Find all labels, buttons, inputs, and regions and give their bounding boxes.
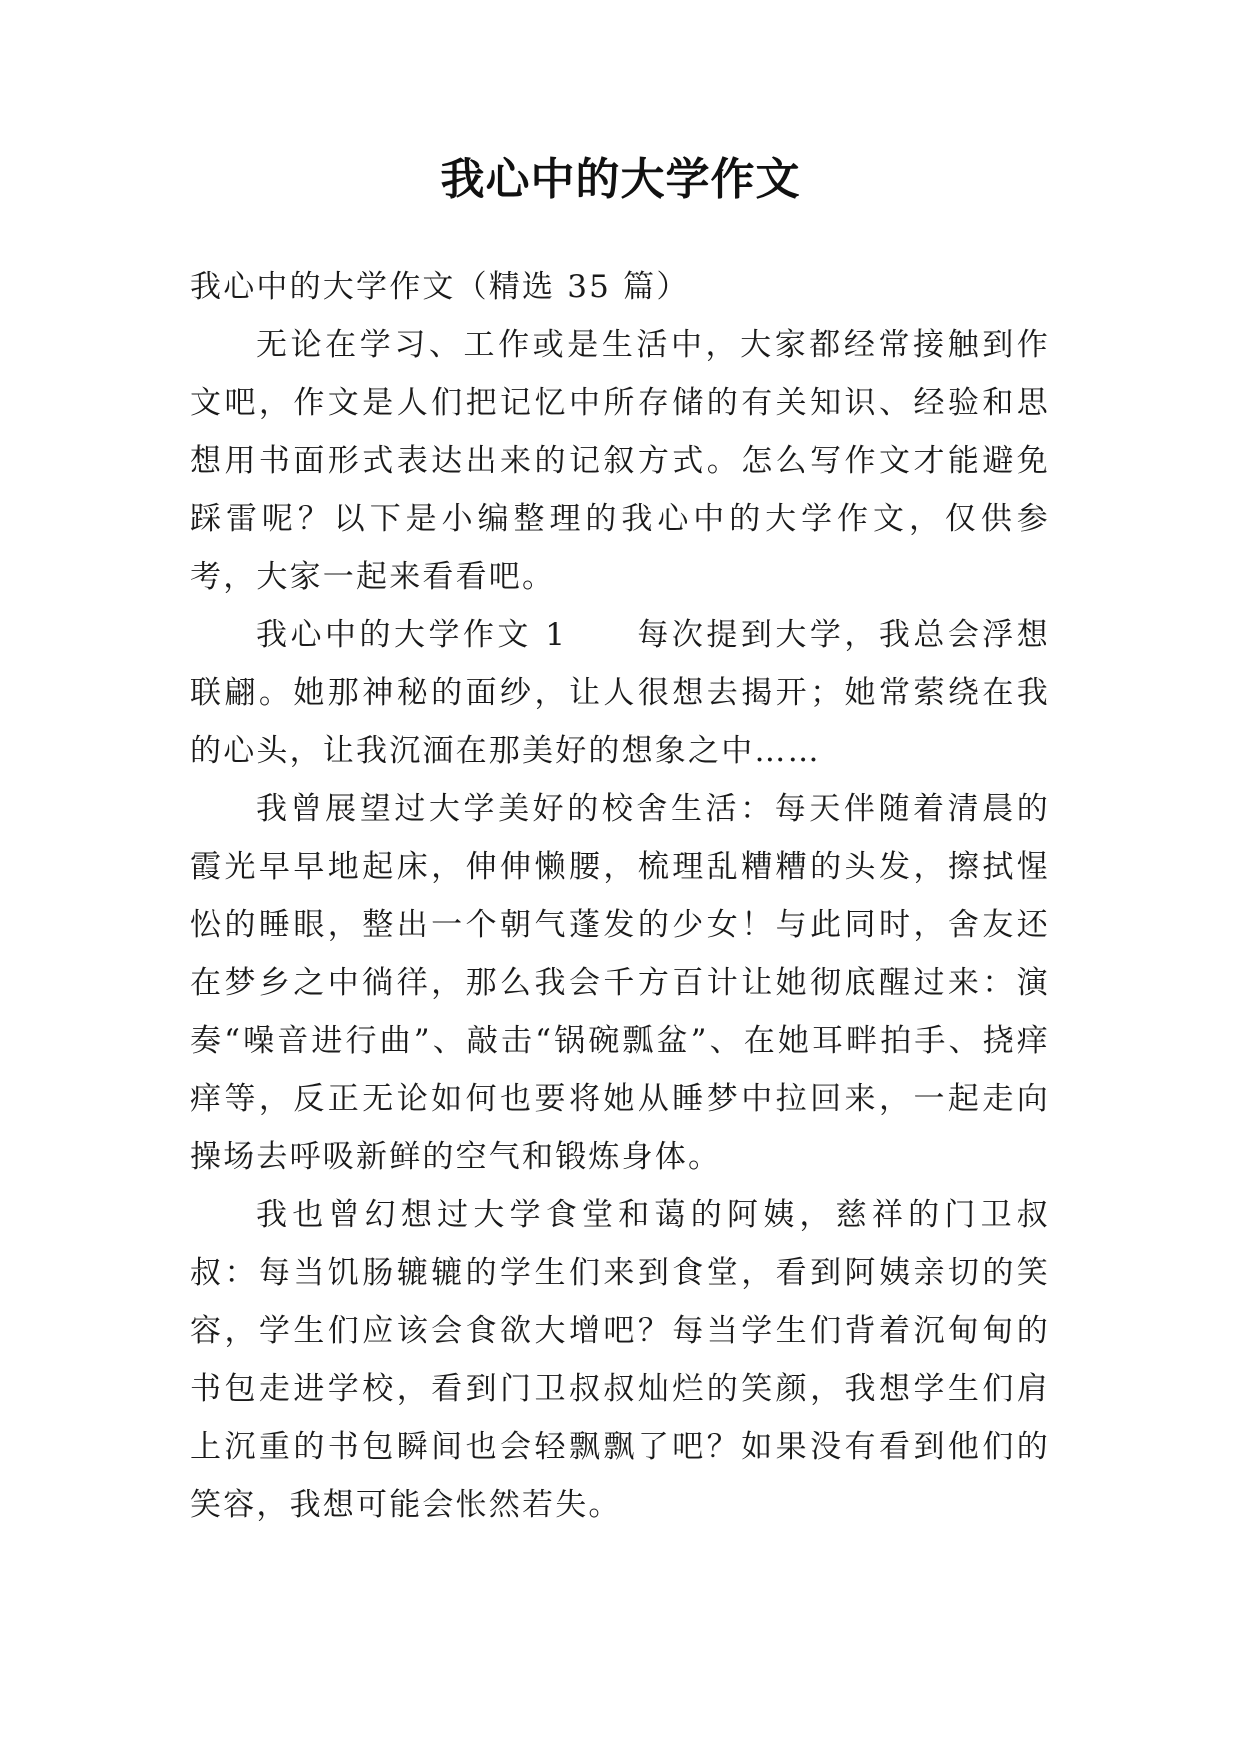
paragraph-canteen-gate: 我也曾幻想过大学食堂和蔼的阿姨，慈祥的门卫叔叔：每当饥肠辘辘的学生们来到食堂，看到阿姨亲切的笑容，学生们应该会食欲大增吧？每当学生们背着沉甸甸的书包走进学校，看到门卫叔叔灿烂的笑颜，我想学生们肩上沉重的书包瞬间也会轻飘飘了吧？如果没有看到他们的笑容，我想可能会怅然若失。	[190, 1197, 1050, 1523]
paragraph-dorm-life: 我曾展望过大学美好的校舍生活：每天伴随着清晨的霞光早早地起床，伸伸懒腰，梳理乱糟糟的头发，擦拭惺忪的睡眼，整出一个朝气蓬发的少女！与此同时，舍友还在梦乡之中徜徉，那么我会千方百计让她彻底醒过来：演奏“噪音进行曲”、敲击“锅碗瓢盆”、在她耳畔拍手、挠痒痒等，反正无论如何也要将她从睡梦中拉回来，一起走向操场去呼吸新鲜的空气和锻炼身体。	[190, 791, 1050, 1175]
document-body	[190, 258, 1050, 1534]
document-subtitle: 我心中的大学作文（精选 35 篇）	[190, 269, 690, 305]
paragraph-essay-1-opening: 我心中的大学作文 1 每次提到大学，我总会浮想联翩。她那神秘的面纱，让人很想去揭开；她常萦绕在我的心头，让我沉湎在那美好的想象之中……	[190, 617, 1050, 769]
page-title: 我心中的大学作文	[440, 154, 801, 205]
paragraph-intro: 无论在学习、工作或是生活中，大家都经常接触到作文吧，作文是人们把记忆中所存储的有关知识、经验和思想用书面形式表达出来的记叙方式。怎么写作文才能避免踩雷呢？以下是小编整理的我心中的大学作文，仅供参考，大家一起来看看吧。	[190, 327, 1050, 595]
